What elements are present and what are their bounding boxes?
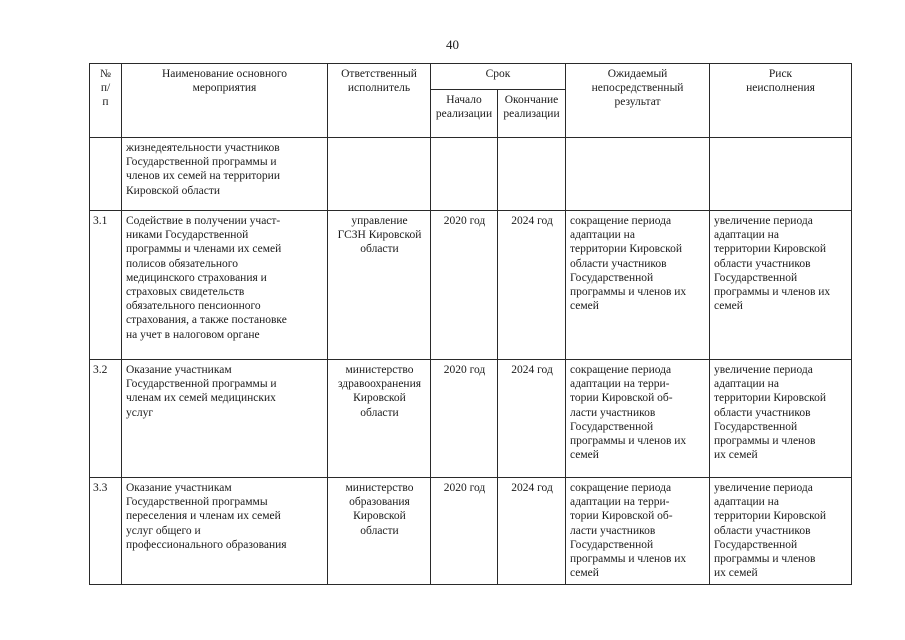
row-end: 2024 год bbox=[498, 478, 566, 585]
row-executor: управление ГСЗН Кировской области bbox=[328, 211, 431, 360]
row-result: сокращение периода адаптации на терри- тории Кировской об- ласти участников Государственной программы и членов их семей bbox=[566, 360, 710, 478]
header-executor: Ответственный исполнитель bbox=[328, 64, 431, 138]
row-risk: увеличение периода адаптации на территории Кировской области участников Государственной программы и членов их семей bbox=[710, 478, 852, 585]
row-result: сокращение периода адаптации на территории Кировской области участников Государственной программы и членов их семей bbox=[566, 211, 710, 360]
row-start: 2020 год bbox=[431, 211, 498, 360]
header-num: № п/ п bbox=[90, 64, 122, 138]
row-name: Содействие в получении участ- никами Государственной программы и членами их семей полисов обязательного медицинского страхования и страховых свидетельств обязательного пенсионного страхования, а также постановке на учет в налоговом органе bbox=[122, 211, 328, 360]
row-result: сокращение периода адаптации на терри- тории Кировской об- ласти участников Государственной программы и членов их семей bbox=[566, 478, 710, 585]
table-row bbox=[90, 360, 852, 478]
row-name: Оказание участникам Государственной программы переселения и членам их семей услуг общего и профессионального образования bbox=[122, 478, 328, 585]
row-name: Оказание участникам Государственной программы и членам их семей медицинских услуг bbox=[122, 360, 328, 478]
header-risk: Риск неисполнения bbox=[710, 64, 852, 138]
row-start bbox=[431, 138, 498, 211]
row-num: 3.2 bbox=[90, 360, 122, 478]
header-end: Окончание реализации bbox=[498, 90, 566, 138]
table-row bbox=[90, 138, 852, 211]
header-name: Наименование основного мероприятия bbox=[122, 64, 328, 138]
row-end: 2024 год bbox=[498, 360, 566, 478]
page-number: 40 bbox=[446, 37, 459, 52]
row-executor bbox=[328, 138, 431, 211]
row-result bbox=[566, 138, 710, 211]
row-num bbox=[90, 138, 122, 211]
row-start: 2020 год bbox=[431, 478, 498, 585]
row-num: 3.1 bbox=[90, 211, 122, 360]
row-risk bbox=[710, 138, 852, 211]
row-risk: увеличение периода адаптации на территории Кировской области участников Государственной программы и членов их семей bbox=[710, 360, 852, 478]
header-term: Срок bbox=[431, 64, 566, 90]
table-row bbox=[90, 478, 852, 585]
row-executor: министерство здравоохранения Кировской области bbox=[328, 360, 431, 478]
row-risk: увеличение периода адаптации на территории Кировской области участников Государственной программы и членов их семей bbox=[710, 211, 852, 360]
row-start: 2020 год bbox=[431, 360, 498, 478]
row-end: 2024 год bbox=[498, 211, 566, 360]
row-end bbox=[498, 138, 566, 211]
header-start: Начало реализации bbox=[431, 90, 498, 138]
row-name: жизнедеятельности участников Государственной программы и членов их семей на территории Кировской области bbox=[122, 138, 328, 211]
row-num: 3.3 bbox=[90, 478, 122, 585]
header-result: Ожидаемый непосредственный результат bbox=[566, 64, 710, 138]
measures-table bbox=[89, 63, 852, 585]
row-executor: министерство образования Кировской области bbox=[328, 478, 431, 585]
table-row bbox=[90, 211, 852, 360]
